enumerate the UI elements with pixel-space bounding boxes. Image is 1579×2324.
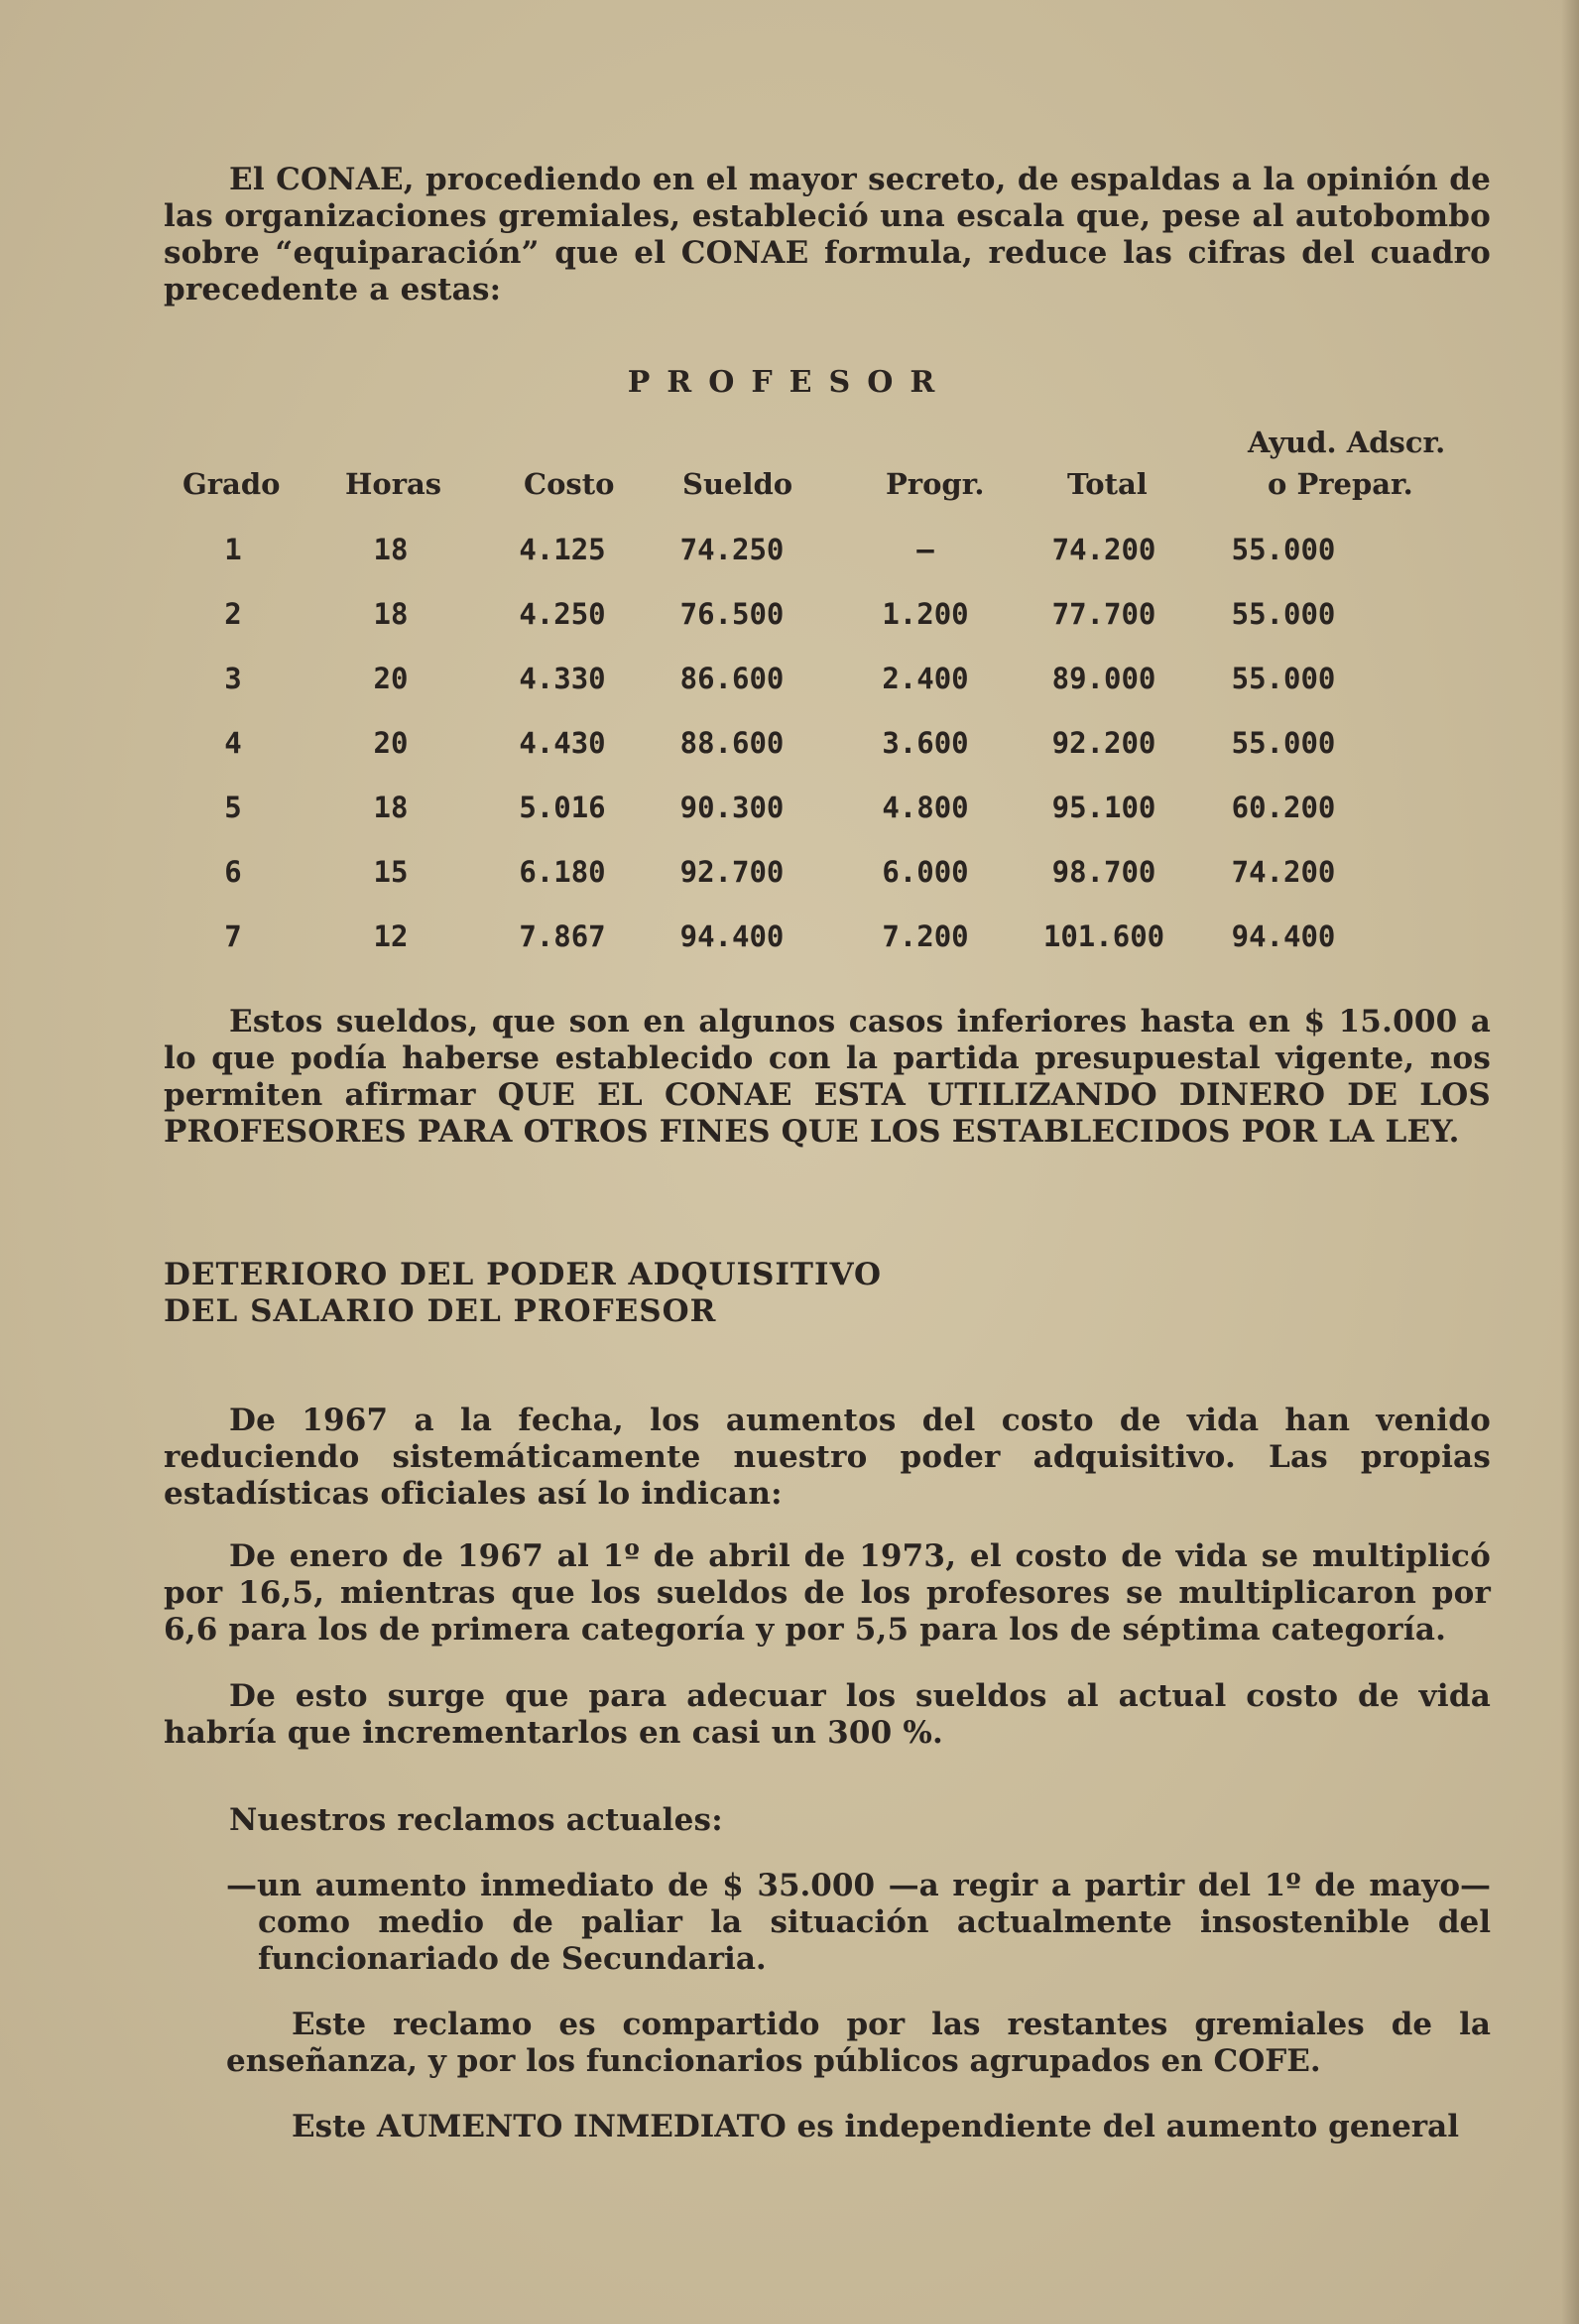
- cell-costo: 4.330: [519, 662, 606, 695]
- section-paragraph-1: De 1967 a la fecha, los aumentos del costo de vida han venido reduciendo sistemáticamente nuestro poder adquisitivo. Las propias estadísticas oficiales así lo indican:: [164, 1403, 1491, 1512]
- cell-progr: 1.200: [882, 597, 969, 631]
- cell-total: 95.100: [1051, 791, 1156, 824]
- header-costo: Costo: [524, 467, 615, 501]
- section-paragraph-2: De enero de 1967 al 1º de abril de 1973, el costo de vida se multiplicó por 16,5, mientras que los sueldos de los profesores se multiplicaron por 6,6 para los de primera categoría y por 5,5 para los de séptima categoría.: [164, 1538, 1491, 1648]
- cell-horas: 12: [373, 919, 409, 953]
- header-grado: Grado: [182, 467, 281, 501]
- cell-grado: 7: [224, 919, 242, 953]
- cell-grado: 6: [224, 855, 242, 889]
- cell-horas: 18: [373, 791, 409, 824]
- section-title-line2: DEL SALARIO DEL PROFESOR: [164, 1293, 717, 1329]
- after-table-paragraph: Estos sueldos, que son en algunos casos inferiores hasta en $ 15.000 a lo que podía haberse establecido con la partida presupuestal vigente, nos permiten afirmar QUE EL CONAE ESTA UTILIZANDO DINERO DE LOS PROFESORES PARA OTROS FINES QUE LOS ESTABLECIDOS POR LA LEY.: [164, 1004, 1491, 1150]
- cell-total: 74.200: [1051, 533, 1156, 566]
- cell-ayud: 74.200: [1231, 855, 1336, 889]
- claim-item-1-note: Este reclamo es compartido por las restantes gremiales de la enseñanza, y por los funcionarios públicos agrupados en COFE.: [226, 2007, 1491, 2079]
- cell-total: 89.000: [1051, 662, 1156, 695]
- header-total: Total: [1067, 467, 1148, 501]
- cell-total: 92.200: [1051, 726, 1156, 760]
- cell-ayud: 55.000: [1231, 662, 1336, 695]
- cell-progr: 3.600: [882, 726, 969, 760]
- cell-horas: 15: [373, 855, 409, 889]
- cell-ayud: 55.000: [1231, 597, 1336, 631]
- cell-horas: 18: [373, 597, 409, 631]
- cell-grado: 4: [224, 726, 242, 760]
- cell-grado: 3: [224, 662, 242, 695]
- cell-sueldo: 76.500: [679, 597, 785, 631]
- header-progr: Progr.: [886, 467, 985, 501]
- cell-grado: 2: [224, 597, 242, 631]
- cell-ayud: 55.000: [1231, 533, 1336, 566]
- cell-costo: 4.125: [519, 533, 606, 566]
- cell-sueldo: 90.300: [679, 791, 785, 824]
- cell-ayud: 94.400: [1231, 919, 1336, 953]
- header-ayud-line1: Ayud. Adscr.: [1248, 426, 1446, 459]
- section-title-line1: DETERIORO DEL PODER ADQUISITIVO: [164, 1257, 882, 1292]
- cell-costo: 5.016: [519, 791, 606, 824]
- cell-costo: 6.180: [519, 855, 606, 889]
- cell-horas: 20: [373, 662, 409, 695]
- header-sueldo: Sueldo: [682, 467, 793, 501]
- claim-item-1: —un aumento inmediato de $ 35.000 —a regir a partir del 1º de mayo— como medio de paliar la situación actualmente insostenible del funcionariado de Secundaria.: [226, 1868, 1491, 1977]
- header-ayud-line2: o Prepar.: [1268, 467, 1413, 501]
- intro-paragraph: El CONAE, procediendo en el mayor secreto, de espaldas a la opinión de las organizaciones gremiales, estableció una escala que, pese al autobombo sobre “equiparación” que el CONAE formula, reduce las cifras del cuadro precedente a estas:: [164, 162, 1491, 307]
- header-horas: Horas: [345, 467, 442, 501]
- cell-costo: 7.867: [519, 919, 606, 953]
- claim-item-1-continuation: Este AUMENTO INMEDIATO es independiente del aumento general: [292, 2109, 1460, 2144]
- cell-progr: 4.800: [882, 791, 969, 824]
- cell-total: 101.600: [1042, 919, 1165, 953]
- cell-total: 98.700: [1051, 855, 1156, 889]
- page-edge-shadow: [1561, 0, 1579, 2324]
- cell-sueldo: 74.250: [679, 533, 785, 566]
- claims-heading: Nuestros reclamos actuales:: [229, 1802, 723, 1838]
- section-paragraph-3: De esto surge que para adecuar los sueldos al actual costo de vida habría que incrementarlos en casi un 300 %.: [164, 1678, 1491, 1751]
- cell-ayud: 55.000: [1231, 726, 1336, 760]
- cell-ayud: 60.200: [1231, 791, 1336, 824]
- cell-progr: 7.200: [882, 919, 969, 953]
- section-title: [164, 1257, 1056, 1330]
- cell-progr: 2.400: [882, 662, 969, 695]
- cell-horas: 20: [373, 726, 409, 760]
- cell-grado: 5: [224, 791, 242, 824]
- cell-sueldo: 94.400: [679, 919, 785, 953]
- cell-costo: 4.430: [519, 726, 606, 760]
- cell-progr: —: [916, 533, 934, 566]
- cell-horas: 18: [373, 533, 409, 566]
- cell-sueldo: 92.700: [679, 855, 785, 889]
- cell-sueldo: 88.600: [679, 726, 785, 760]
- cell-progr: 6.000: [882, 855, 969, 889]
- cell-sueldo: 86.600: [679, 662, 785, 695]
- cell-costo: 4.250: [519, 597, 606, 631]
- cell-total: 77.700: [1051, 597, 1156, 631]
- table-title: PROFESOR: [627, 365, 952, 400]
- cell-grado: 1: [224, 533, 242, 566]
